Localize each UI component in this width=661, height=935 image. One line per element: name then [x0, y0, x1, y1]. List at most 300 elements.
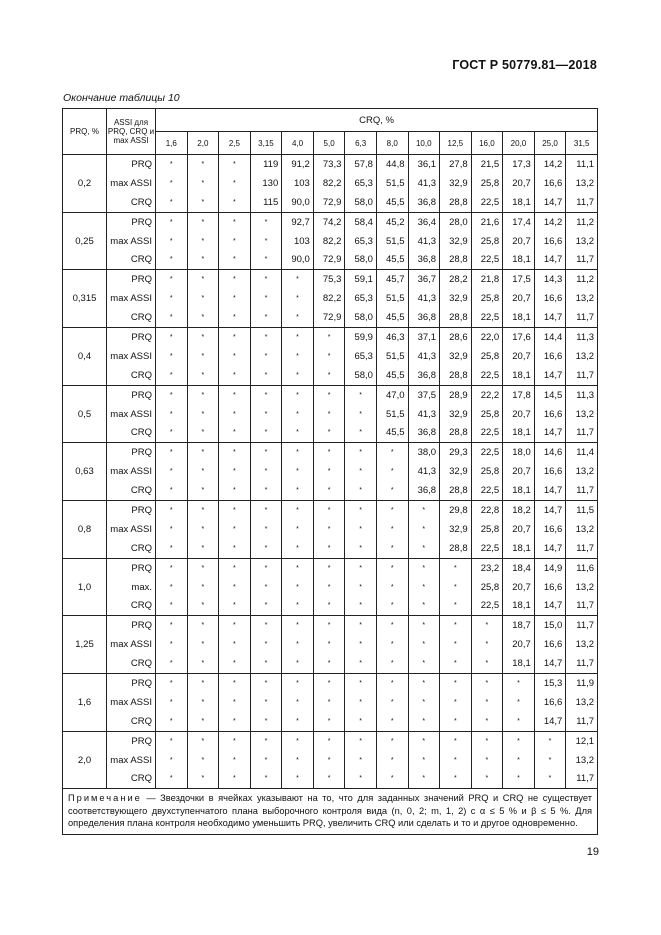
row-label-cell: PRQ	[107, 558, 156, 577]
prq-value-cell: 0,63	[63, 443, 107, 501]
table-cell: *	[187, 174, 219, 193]
table-cell: 29,8	[440, 501, 472, 520]
table-cell: *	[219, 366, 251, 385]
table-cell: *	[282, 481, 314, 500]
table-cell: *	[282, 423, 314, 442]
table-cell: *	[219, 751, 251, 770]
table-cell: *	[187, 539, 219, 558]
table-row	[63, 654, 598, 673]
table-cell: *	[156, 212, 188, 231]
table-cell: 18,1	[503, 193, 535, 212]
row-label-cell: PRQ	[107, 328, 156, 347]
table-cell: *	[156, 481, 188, 500]
table-cell: 11,7	[566, 539, 598, 558]
table-cell: 21,8	[471, 270, 503, 289]
table-cell: *	[219, 654, 251, 673]
table-cell: *	[282, 308, 314, 327]
table-cell: 18,1	[503, 481, 535, 500]
table-cell: *	[282, 712, 314, 731]
table-cell: *	[219, 250, 251, 269]
table-cell: *	[219, 616, 251, 635]
table-cell: *	[219, 770, 251, 789]
table-row	[63, 443, 598, 462]
table-cell: 58,0	[345, 250, 377, 269]
table-cell: 22,5	[471, 423, 503, 442]
table-cell: 82,2	[313, 289, 345, 308]
table-cell: 44,8	[376, 155, 408, 174]
table-cell: *	[250, 751, 282, 770]
table-row	[63, 347, 598, 366]
table-cell: *	[440, 674, 472, 693]
table-cell: 11,1	[566, 155, 598, 174]
table-cell: 28,2	[440, 270, 472, 289]
table-cell: *	[345, 558, 377, 577]
table-cell: 51,5	[376, 289, 408, 308]
table-cell: *	[250, 578, 282, 597]
table-row	[63, 193, 598, 212]
table-cell: *	[156, 731, 188, 750]
crq-value-header: 8,0	[376, 132, 408, 155]
table-cell: *	[282, 520, 314, 539]
table-cell: *	[376, 558, 408, 577]
table-cell: *	[250, 770, 282, 789]
table-cell: *	[219, 155, 251, 174]
table-row	[63, 308, 598, 327]
crq-value-header: 16,0	[471, 132, 503, 155]
table-cell: 25,8	[471, 405, 503, 424]
table-cell: 38,0	[408, 443, 440, 462]
table-cell: 18,1	[503, 596, 535, 615]
table-cell: *	[187, 347, 219, 366]
table-cell: *	[187, 616, 219, 635]
table-cell: 14,2	[534, 212, 566, 231]
table-cell: *	[250, 520, 282, 539]
table-cell: *	[408, 731, 440, 750]
table-cell: *	[313, 654, 345, 673]
table-cell: 25,8	[471, 347, 503, 366]
table-cell: 22,5	[471, 481, 503, 500]
table-cell: *	[219, 520, 251, 539]
table-cell: *	[345, 635, 377, 654]
table-cell: 58,0	[345, 308, 377, 327]
table-cell: *	[313, 635, 345, 654]
table-row	[63, 366, 598, 385]
table-cell: 14,2	[534, 155, 566, 174]
table-cell: 11,7	[566, 481, 598, 500]
table-cell: *	[376, 731, 408, 750]
table-cell: 13,2	[566, 751, 598, 770]
crq-value-header: 12,5	[440, 132, 472, 155]
table-cell: 21,5	[471, 155, 503, 174]
table-cell: 45,7	[376, 270, 408, 289]
table-cell: *	[219, 501, 251, 520]
table-cell: *	[187, 712, 219, 731]
table-cell: *	[156, 289, 188, 308]
row-label-cell: CRQ	[107, 596, 156, 615]
table-cell: 11,7	[566, 250, 598, 269]
table-note	[63, 789, 598, 835]
table-row	[63, 501, 598, 520]
table-cell: 18,1	[503, 423, 535, 442]
table-row	[63, 289, 598, 308]
table-cell: 58,0	[345, 366, 377, 385]
table-cell: *	[471, 770, 503, 789]
table-cell: 20,7	[503, 232, 535, 251]
table-cell: 41,3	[408, 347, 440, 366]
table-cell: 13,2	[566, 405, 598, 424]
table-cell: 17,6	[503, 328, 535, 347]
table-cell: *	[408, 770, 440, 789]
table-cell: 91,2	[282, 155, 314, 174]
table-cell: 28,8	[440, 250, 472, 269]
table-cell: *	[408, 635, 440, 654]
table-cell: *	[313, 481, 345, 500]
table-cell: 11,7	[566, 712, 598, 731]
table-cell: 72,9	[313, 308, 345, 327]
table-row	[63, 232, 598, 251]
row-label-cell: PRQ	[107, 674, 156, 693]
table-cell: *	[156, 174, 188, 193]
table-cell: *	[282, 558, 314, 577]
table-cell: *	[219, 423, 251, 442]
table-cell: 58,0	[345, 193, 377, 212]
table-cell: *	[250, 308, 282, 327]
table-cell: *	[282, 462, 314, 481]
table-cell: *	[219, 270, 251, 289]
table-cell: *	[156, 751, 188, 770]
prq-value-cell: 0,4	[63, 328, 107, 386]
table-cell: *	[219, 596, 251, 615]
table-cell: 14,7	[534, 654, 566, 673]
table-cell: *	[219, 193, 251, 212]
prq-value-cell: 0,8	[63, 501, 107, 559]
table-cell: *	[250, 712, 282, 731]
table-cell: *	[156, 250, 188, 269]
table-cell: *	[313, 731, 345, 750]
row-label-cell: max ASSI	[107, 289, 156, 308]
table-cell: *	[250, 596, 282, 615]
assi-column-header: ASSI для PRQ, CRQ и max ASSI	[107, 109, 156, 155]
table-cell: 130	[250, 174, 282, 193]
row-label-cell: PRQ	[107, 501, 156, 520]
table-cell: 28,8	[440, 366, 472, 385]
table-cell: *	[440, 558, 472, 577]
table-cell: *	[219, 328, 251, 347]
table-cell: *	[471, 616, 503, 635]
table-cell: 18,1	[503, 366, 535, 385]
row-label-cell: PRQ	[107, 443, 156, 462]
table-cell: 59,9	[345, 328, 377, 347]
table-cell: *	[250, 270, 282, 289]
table-row	[63, 212, 598, 231]
table-cell: *	[219, 212, 251, 231]
table-cell: 28,8	[440, 539, 472, 558]
table-cell: 11,7	[566, 596, 598, 615]
table-cell: 14,7	[534, 539, 566, 558]
table-cell: *	[282, 347, 314, 366]
table-cell: 11,2	[566, 270, 598, 289]
table-cell: *	[345, 385, 377, 404]
table-cell: *	[345, 443, 377, 462]
table-cell: 25,8	[471, 174, 503, 193]
table-cell: *	[156, 770, 188, 789]
table-cell: 18,7	[503, 616, 535, 635]
table-cell: *	[376, 462, 408, 481]
table-cell: *	[313, 423, 345, 442]
table-cell: *	[219, 674, 251, 693]
table-cell: *	[187, 731, 219, 750]
table-cell: *	[503, 770, 535, 789]
table-cell: *	[156, 328, 188, 347]
table-cell: *	[250, 289, 282, 308]
row-label-cell: CRQ	[107, 481, 156, 500]
table-cell: *	[282, 405, 314, 424]
table-cell: 11,5	[566, 501, 598, 520]
table-cell: *	[440, 731, 472, 750]
table-cell: *	[187, 520, 219, 539]
table-cell: 28,6	[440, 328, 472, 347]
crq-value-header: 5,0	[313, 132, 345, 155]
table-cell: 13,2	[566, 174, 598, 193]
table-cell: *	[345, 712, 377, 731]
table-cell: 25,8	[471, 520, 503, 539]
table-cell: *	[376, 674, 408, 693]
table-cell: 22,8	[471, 501, 503, 520]
table-caption: Окончание таблицы 10	[63, 92, 180, 104]
table-cell: 41,3	[408, 232, 440, 251]
table-cell: 20,7	[503, 174, 535, 193]
row-label-cell: max ASSI	[107, 693, 156, 712]
table-cell: 22,5	[471, 539, 503, 558]
table-cell: 17,8	[503, 385, 535, 404]
table-cell: 11,7	[566, 423, 598, 442]
table-cell: 16,6	[534, 520, 566, 539]
table-cell: *	[503, 751, 535, 770]
table-cell: *	[376, 616, 408, 635]
table-cell: *	[219, 731, 251, 750]
table-cell: *	[156, 270, 188, 289]
table-cell: *	[219, 712, 251, 731]
table-cell: *	[440, 751, 472, 770]
table-cell: *	[408, 616, 440, 635]
table-cell: *	[250, 635, 282, 654]
table-cell: 14,4	[534, 328, 566, 347]
table-row	[63, 616, 598, 635]
table-cell: *	[156, 674, 188, 693]
table-cell: *	[156, 405, 188, 424]
table-cell: *	[219, 347, 251, 366]
row-label-cell: max ASSI	[107, 347, 156, 366]
prq-value-cell: 1,25	[63, 616, 107, 674]
table-cell: 22,5	[471, 443, 503, 462]
table-cell: *	[187, 250, 219, 269]
table-cell: *	[408, 596, 440, 615]
prq-value-cell: 2,0	[63, 731, 107, 789]
crq-value-header: 2,5	[219, 132, 251, 155]
table-cell: 11,4	[566, 443, 598, 462]
table-row	[63, 712, 598, 731]
table-cell: 18,1	[503, 308, 535, 327]
table-cell: 11,7	[566, 616, 598, 635]
table-cell: 82,2	[313, 232, 345, 251]
table-cell: *	[376, 443, 408, 462]
table-cell: 11,7	[566, 308, 598, 327]
table-cell: *	[156, 616, 188, 635]
table-cell: 65,3	[345, 232, 377, 251]
table-cell: 20,7	[503, 289, 535, 308]
table-cell: *	[534, 770, 566, 789]
table-cell: *	[250, 212, 282, 231]
table-cell: *	[282, 731, 314, 750]
table-cell: 37,5	[408, 385, 440, 404]
table-cell: *	[156, 155, 188, 174]
table-cell: *	[313, 443, 345, 462]
table-cell: 32,9	[440, 232, 472, 251]
table-cell: 11,7	[566, 770, 598, 789]
table-cell: 36,8	[408, 250, 440, 269]
table-cell: *	[250, 462, 282, 481]
table-cell: *	[156, 635, 188, 654]
prq-value-cell: 0,2	[63, 155, 107, 213]
table-cell: 41,3	[408, 289, 440, 308]
table-cell: *	[250, 674, 282, 693]
row-label-cell: CRQ	[107, 770, 156, 789]
table-cell: *	[219, 481, 251, 500]
table-cell: *	[345, 462, 377, 481]
table-cell: *	[503, 731, 535, 750]
table-cell: 20,7	[503, 462, 535, 481]
table-cell: 45,5	[376, 250, 408, 269]
table-cell: *	[219, 462, 251, 481]
table-cell: 16,6	[534, 578, 566, 597]
table-cell: 20,7	[503, 347, 535, 366]
table-cell: *	[250, 347, 282, 366]
table-cell: *	[440, 654, 472, 673]
table-cell: 32,9	[440, 289, 472, 308]
row-label-cell: PRQ	[107, 385, 156, 404]
table-cell: 59,1	[345, 270, 377, 289]
crq-value-header: 1,6	[156, 132, 188, 155]
row-label-cell: CRQ	[107, 654, 156, 673]
table-cell: 51,5	[376, 174, 408, 193]
table-row	[63, 385, 598, 404]
row-label-cell: max ASSI	[107, 635, 156, 654]
table-cell: 11,3	[566, 385, 598, 404]
crq-value-header: 4,0	[282, 132, 314, 155]
table-cell: 22,5	[471, 596, 503, 615]
row-label-cell: max ASSI	[107, 405, 156, 424]
table-cell: *	[503, 674, 535, 693]
table-cell: *	[345, 520, 377, 539]
note-label: Примечание	[68, 793, 142, 804]
table-cell: 115	[250, 193, 282, 212]
table-cell: *	[345, 481, 377, 500]
table-cell: *	[313, 674, 345, 693]
table-cell: *	[440, 578, 472, 597]
table-cell: *	[156, 520, 188, 539]
table-cell: *	[282, 385, 314, 404]
table-cell: 13,2	[566, 462, 598, 481]
table-cell: 45,5	[376, 308, 408, 327]
table-cell: *	[313, 558, 345, 577]
table-cell: *	[376, 635, 408, 654]
table-row	[63, 328, 598, 347]
table-cell: 17,4	[503, 212, 535, 231]
table-cell: *	[282, 366, 314, 385]
table-cell: *	[187, 654, 219, 673]
table-cell: *	[408, 654, 440, 673]
table-cell: 12,1	[566, 731, 598, 750]
table-cell: *	[282, 443, 314, 462]
table-cell: 16,6	[534, 174, 566, 193]
table-row	[63, 635, 598, 654]
table-cell: 36,8	[408, 366, 440, 385]
table-cell: *	[250, 250, 282, 269]
table-cell: *	[376, 578, 408, 597]
table-cell: 11,9	[566, 674, 598, 693]
table-cell: *	[345, 423, 377, 442]
table-cell: 28,8	[440, 481, 472, 500]
table-row	[63, 520, 598, 539]
table-cell: 74,2	[313, 212, 345, 231]
table-cell: 36,8	[408, 481, 440, 500]
table-cell: *	[156, 193, 188, 212]
table-cell: *	[156, 347, 188, 366]
table-cell: *	[187, 155, 219, 174]
table-cell: 14,6	[534, 443, 566, 462]
table-cell: *	[376, 520, 408, 539]
table-cell: 11,2	[566, 212, 598, 231]
table-cell: *	[376, 481, 408, 500]
table-cell: *	[345, 616, 377, 635]
table-cell: 11,7	[566, 193, 598, 212]
table-cell: 16,6	[534, 693, 566, 712]
table-cell: 16,6	[534, 462, 566, 481]
table-cell: *	[313, 520, 345, 539]
table-cell: *	[250, 654, 282, 673]
table-cell: *	[376, 770, 408, 789]
table-row	[63, 770, 598, 789]
table-row	[63, 731, 598, 750]
table-cell: *	[250, 328, 282, 347]
table-cell: *	[345, 405, 377, 424]
table-cell: 18,2	[503, 501, 535, 520]
table-cell: 11,3	[566, 328, 598, 347]
table-cell: 14,7	[534, 481, 566, 500]
table-cell: *	[471, 674, 503, 693]
note-row	[63, 789, 598, 835]
table-cell: *	[282, 674, 314, 693]
table-cell: *	[187, 405, 219, 424]
row-label-cell: CRQ	[107, 250, 156, 269]
table-cell: *	[282, 751, 314, 770]
table-cell: *	[408, 520, 440, 539]
table-cell: 18,1	[503, 654, 535, 673]
row-label-cell: max ASSI	[107, 462, 156, 481]
table-cell: *	[313, 578, 345, 597]
table-cell: *	[345, 501, 377, 520]
table-cell: 32,9	[440, 405, 472, 424]
table-cell: *	[313, 751, 345, 770]
table-cell: *	[156, 423, 188, 442]
row-label-cell: PRQ	[107, 212, 156, 231]
table-cell: *	[313, 328, 345, 347]
row-label-cell: CRQ	[107, 308, 156, 327]
table-row	[63, 155, 598, 174]
table-cell: *	[313, 596, 345, 615]
table-cell: *	[156, 385, 188, 404]
table-cell: *	[156, 443, 188, 462]
